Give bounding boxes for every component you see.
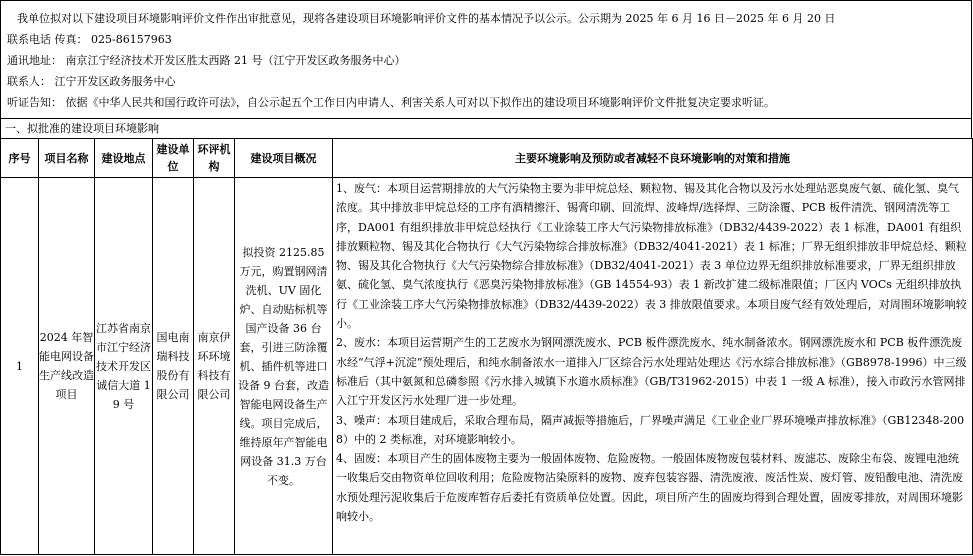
- notice-contact: 联系人： 江宁开发区政务服务中心: [7, 75, 176, 88]
- measure-wastewater: 2、废水：本项目运营期产生的工艺废水为钢网漂洗废水、PCB 板件漂洗废水、纯水制备浓水。钢网漂洗废水和 PCB 板件漂洗废水经“气浮+沉淀”预处理后，和纯水制备浓水一道排入厂区综合污水处理站处理达《污水综合排放标准》（GB8978-1996）中三级标准后（其中氨氮和总磷参照《污水排入城镇下水道水质标准》（GB/T31962-2015）中表 1 一级 A 标准），接入市政污水管网排入江宁开发区污水处理厂进一步处理。: [336, 336, 967, 408]
- header-location: 建设地点: [95, 139, 153, 178]
- cell-no: 1: [1, 178, 39, 555]
- section-title: 一、拟批准的建设项目环境影响: [0, 118, 972, 139]
- header-eia-agency: 环评机构: [194, 139, 235, 178]
- table-row: [1, 178, 973, 555]
- cell-builder: 国电南瑞科技股份有限公司: [153, 178, 194, 555]
- cell-project-name: 2024 年智能电网设备生产线改造项目: [39, 178, 95, 555]
- project-table: [0, 138, 973, 555]
- header-measures: 主要环境影响及预防或者减轻不良环境影响的对策和措施: [333, 139, 973, 178]
- notice-intro: 我单位拟对以下建设项目环境影响评价文件作出审批意见，现将各建设项目环境影响评价文件的基本情况予以公示。公示期为 2025 年 6 月 16 日－2025 年 6 月 20 日: [17, 12, 836, 25]
- header-project-name: 项目名称: [39, 139, 95, 178]
- cell-location: 江苏省南京市江宁经济技术开发区诚信大道 19 号: [95, 178, 153, 555]
- header-builder: 建设单位: [153, 139, 194, 178]
- notice-phone: 联系电话 传真： 025-86157963: [7, 33, 172, 46]
- cell-eia-agency: 南京伊环环境科技有限公司: [194, 178, 235, 555]
- header-summary: 建设项目概况: [235, 139, 333, 178]
- cell-summary: 拟投资 2125.85 万元，购置钢网清洗机、UV 固化炉、自动贴标机等国产设备 36 台套，引进三防涂覆机、插件机等进口设备 9 台套，改造智能电网设备生产线。项目完成后，维持原年产智能电网设备 31.3 万台不变。: [235, 178, 333, 555]
- measure-exhaust-gas: 1、废气：本项目运营期排放的大气污染物主要为非甲烷总烃、颗粒物、锡及其化合物以及污水处理站恶臭废气氨、硫化氢、臭气浓度。其中排放非甲烷总烃的工序有酒精擦汗、锡膏印刷、回流焊、波峰焊/选择焊、三防涂覆、PCB 板件清洗、钢网清洗等工序，DA001 有组织排放非甲烷总烃执行《工业涂装工序大气污染物排放标准》（DB32/4439-2022）表 1 标准，DA001 有组织排放颗粒物、锡及其化合物执行《大气污染物综合排放标准》（DB32/4041-2021）表 1 标准；厂界无组织排放非甲烷总烃、颗粒物、锡及其化合物执行《大气污染物综合排放标准》（DB32/4041-2021）表 3 单位边界无组织排放标准要求，厂界无组织排放氨、硫化氢、臭气浓度执行《恶臭污染物排放标准》（GB 14554-93）表 1 新改扩建二级标准限值；厂区内 VOCs 无组织排放执行《工业涂装工序大气污染物排放标准》（DB32/4439-2022）表 3 排放限值要求。本项目废气经有效处理后，对周围环境影响较小。: [336, 182, 967, 331]
- table-header-row: [1, 139, 973, 178]
- header-no: 序号: [1, 139, 39, 178]
- measure-solid-waste: 4、固废：本项目产生的固体废物主要为一般固体废物、危险废物。一般固体废物废包装材料、废滤芯、废除尘布袋、废锂电池统一收集后交由物资单位回收利用；危险废物沾染原料的废物、废弃包装容器、清洗废液、废活性炭、废灯管、废铅酸电池、清洗废水预处理污泥收集后于危废库暂存后委托有资质单位处置。因此，项目所产生的固废均得到合理处置，固废零排放，对周围环境影响较小。: [336, 452, 963, 524]
- notice-address: 通讯地址： 南京江宁经济技术开发区胜太西路 21 号（江宁开发区政务服务中心）: [7, 54, 406, 67]
- notice-block: [0, 0, 972, 118]
- notice-hearing: 听证告知： 依据《中华人民共和国行政许可法》，自公示起五个工作日内申请人、利害关系人可对以下拟作出的建设项目环境影响评价文件批复决定要求听证。: [7, 96, 775, 109]
- cell-measures: [333, 178, 973, 555]
- measure-noise: 3、噪声：本项目建成后，采取合理布局，隔声减振等措施后，厂界噪声满足《工业企业厂界环境噪声排放标准》（GB12348-2008）中的 2 类标准，对环境影响较小。: [336, 413, 965, 446]
